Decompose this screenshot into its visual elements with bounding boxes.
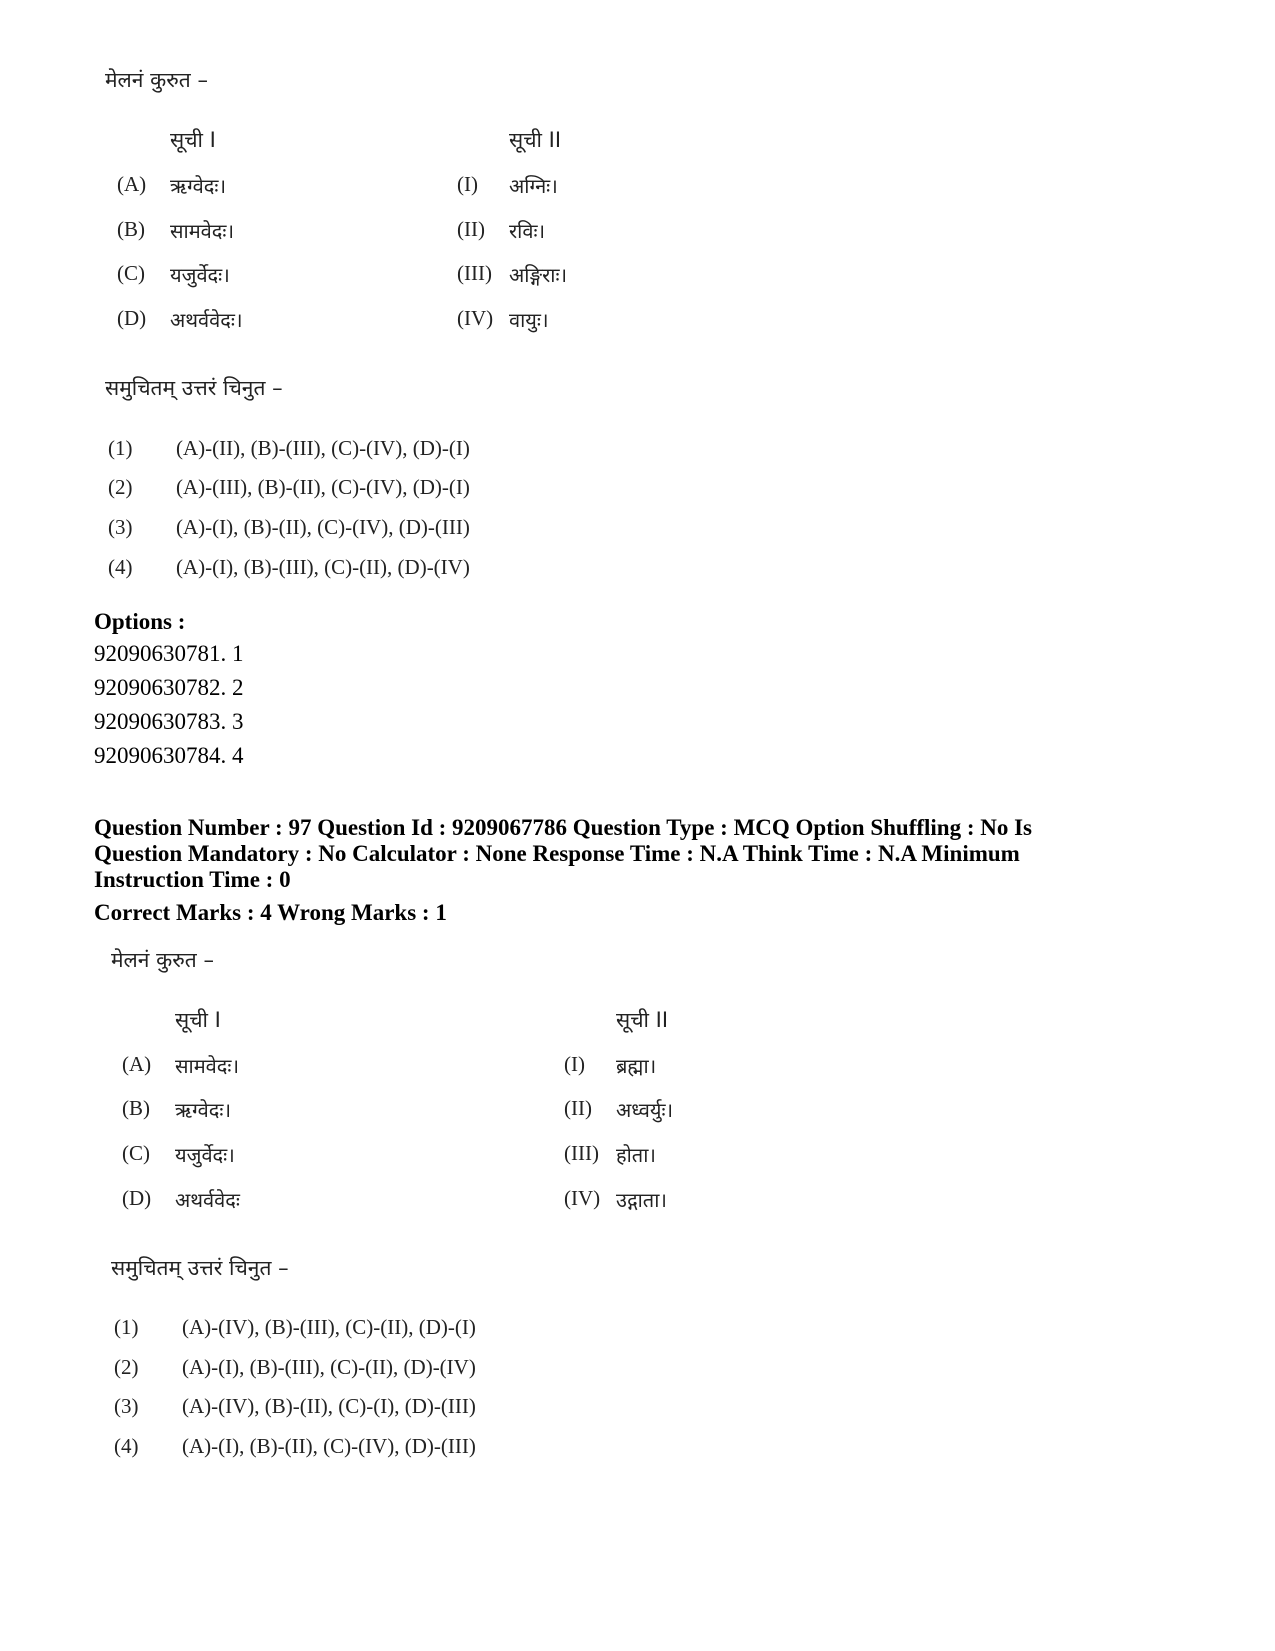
- q96-answer-2-num: (2): [108, 475, 133, 499]
- q96-row-iv-text: वायुः।: [509, 308, 549, 332]
- q97-row-iii-label: (III): [564, 1141, 599, 1165]
- q96-row-d-text: अथर्ववेदः।: [170, 308, 243, 332]
- q96-answer-4-text: (A)-(I), (B)-(III), (C)-(II), (D)-(IV): [176, 555, 470, 579]
- q97-row-d-text: अथर्ववेदः: [175, 1188, 240, 1212]
- q97-row-ii-text: अध्वर्युः।: [616, 1098, 674, 1122]
- q97-row-a-text: सामवेदः।: [175, 1054, 240, 1078]
- q96-row-c-label: (C): [117, 261, 145, 285]
- q97-row-d-label: (D): [122, 1186, 152, 1210]
- q96-row-iii-label: (III): [457, 261, 492, 285]
- q96-list2-header: सूची II: [509, 128, 562, 152]
- q96-row-ii-label: (II): [457, 217, 485, 241]
- q97-answer-4-text: (A)-(I), (B)-(II), (C)-(IV), (D)-(III): [182, 1434, 476, 1458]
- q96-instruction: मेलनं कुरुत –: [105, 68, 208, 92]
- q97-row-c-label: (C): [122, 1141, 150, 1165]
- q97-answer-1-text: (A)-(IV), (B)-(III), (C)-(II), (D)-(I): [182, 1315, 476, 1339]
- q97-row-iv-label: (IV): [564, 1186, 601, 1210]
- option-1[interactable]: 92090630781. 1: [94, 641, 244, 666]
- q97-row-b-label: (B): [122, 1096, 150, 1120]
- q96-answer-1-num: (1): [108, 436, 133, 460]
- q97-answer-2-text: (A)-(I), (B)-(III), (C)-(II), (D)-(IV): [182, 1355, 476, 1379]
- q96-row-ii-text: रविः।: [509, 219, 546, 243]
- q96-row-b-text: सामवेदः।: [170, 219, 235, 243]
- q96-answer-2-text: (A)-(III), (B)-(II), (C)-(IV), (D)-(I): [176, 475, 470, 499]
- q97-meta-line-2: Question Mandatory : No Calculator : None Response Time : N.A Think Time : N.A Minimum: [94, 841, 1020, 866]
- q97-choose-instruction: समुचितम् उत्तरं चिनुत –: [111, 1256, 289, 1280]
- q96-answer-3-num: (3): [108, 515, 133, 539]
- q97-row-c-text: यजुर्वेदः।: [175, 1143, 235, 1167]
- q97-list2-header: सूची II: [616, 1008, 669, 1032]
- q97-instruction: मेलनं कुरुत –: [111, 948, 214, 972]
- q96-row-i-text: अग्निः।: [509, 174, 558, 198]
- q96-choose-instruction: समुचितम् उत्तरं चिनुत –: [105, 376, 283, 400]
- q97-answer-3-text: (A)-(IV), (B)-(II), (C)-(I), (D)-(III): [182, 1394, 476, 1418]
- q96-row-b-label: (B): [117, 217, 145, 241]
- q97-row-iii-text: होता।: [616, 1143, 656, 1167]
- q97-meta-line-3: Instruction Time : 0: [94, 867, 291, 892]
- q96-row-iv-label: (IV): [457, 306, 494, 330]
- q96-answer-1-text: (A)-(II), (B)-(III), (C)-(IV), (D)-(I): [176, 436, 470, 460]
- q96-row-iii-text: अङ्गिराः।: [509, 263, 568, 287]
- q97-row-a-label: (A): [122, 1052, 152, 1076]
- q97-marks: Correct Marks : 4 Wrong Marks : 1: [94, 900, 447, 925]
- option-4[interactable]: 92090630784. 4: [94, 743, 244, 768]
- q97-row-b-text: ऋग्वेदः।: [175, 1098, 232, 1122]
- option-3[interactable]: 92090630783. 3: [94, 709, 244, 734]
- option-2[interactable]: 92090630782. 2: [94, 675, 244, 700]
- q97-meta-line-1: Question Number : 97 Question Id : 9209067786 Question Type : MCQ Option Shuffling : No Is: [94, 815, 1033, 840]
- q97-answer-3-num: (3): [114, 1394, 139, 1418]
- q97-answer-2-num: (2): [114, 1355, 139, 1379]
- options-list: [94, 637, 244, 773]
- q97-answer-1-num: (1): [114, 1315, 139, 1339]
- q97-row-i-text: ब्रह्मा।: [616, 1054, 657, 1078]
- q97-row-i-label: (I): [564, 1052, 585, 1076]
- q97-row-iv-text: उद्गाता।: [616, 1188, 667, 1212]
- q96-answer-3-text: (A)-(I), (B)-(II), (C)-(IV), (D)-(III): [176, 515, 470, 539]
- q96-answer-4-num: (4): [108, 555, 133, 579]
- q97-row-ii-label: (II): [564, 1096, 592, 1120]
- q96-row-i-label: (I): [457, 172, 478, 196]
- q97-list1-header: सूची I: [175, 1008, 221, 1032]
- q96-list1-header: सूची I: [170, 128, 216, 152]
- q97-answer-4-num: (4): [114, 1434, 139, 1458]
- q96-row-c-text: यजुर्वेदः।: [170, 263, 230, 287]
- options-heading: Options :: [94, 609, 186, 634]
- q96-row-d-label: (D): [117, 306, 147, 330]
- q96-row-a-text: ऋग्वेदः।: [170, 174, 227, 198]
- q96-row-a-label: (A): [117, 172, 147, 196]
